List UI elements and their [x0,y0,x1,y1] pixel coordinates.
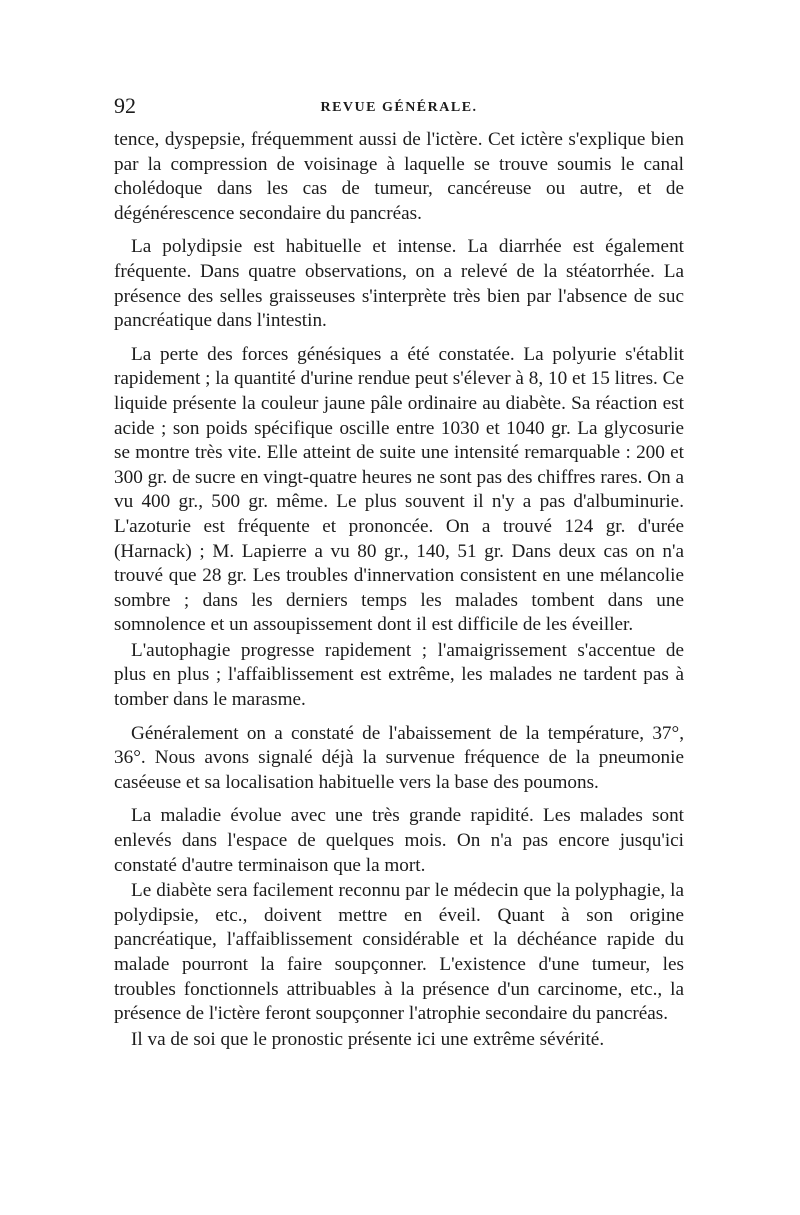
paragraph-evolution: La maladie évolue avec une très grande rapidité. Les malades sont enlevés dans l'espace de quelques mois. On n'a pas encore jusqu'ici constaté d'autre terminaison que la mort. [114,805,684,876]
paragraph-continuation: tence, dyspepsie, fréquemment aussi de l'ictère. Cet ictère s'explique bien par la compression de voisinage à laquelle se trouve soumis le canal cholédoque dans les cas de tumeur, cancéreuse ou autre, et de dégénérescence secondaire du pancréas. [114,129,684,224]
paragraph-diagnostic: Le diabète sera facilement reconnu par le médecin que la polyphagie, la polydipsie, etc., doivent mettre en éveil. Quant à son origine pancréatique, l'affaiblissement considérable et la déchéance rapide du malade pourront la faire soupçonner. L'existence d'une tumeur, les troubles fonctionnels attribuables à la présence d'un carcinome, etc., la présence de l'ictère feront soupçonner l'atrophie secondaire du pancréas. [114,880,684,1025]
paragraph-autophagie: L'autophagie progresse rapidement ; l'amaigrissement s'accentue de plus en plus ; l'affaiblissement est extrême, les malades ne tardent pas à tomber dans le marasme. [114,639,684,711]
paragraph-temperature: Généralement on a constaté de l'abaissement de la température, 37°, 36°. Nous avons signalé déjà la survenue fréquence de la pneumonie caséeuse et sa localisation habituelle vers la base des poumons. [114,722,684,793]
paragraph-pronostic: Il va de soi que le pronostic présente ici une extrême sévérité. [131,1028,605,1050]
page-number: 92 [114,93,136,118]
paragraph-polyurie: La perte des forces génésiques a été constatée. La polyurie s'établit rapidement ; la quantité d'urine rendue peut s'élever à 8, 10 et 15 litres. Ce liquide présente la couleur jaune pâle ordinaire au diabète. Sa réaction est acide ; son poids spécifique oscille entre 1030 et 1040 gr. La glycosurie se montre très vite. Elle atteint de suite une intensité remarquable : 200 et 300 gr. de sucre en vingt-quatre heures ne sont pas des chiffres rares. On a vu 400 gr., 500 gr. même. Le plus souvent il n'y a pas d'albuminurie. L'azoturie est fréquente et prononcée. On a trouvé 124 gr. d'urée (Harnack) ; M. Lapierre a vu 80 gr., 140, 51 gr. Dans deux cas on n'a trouvé que 28 gr. Les troubles d'innervation consistent en une mélancolie sombre ; dans les derniers temps les malades tombent dans une somnolence et un assoupissement dont il est difficile de les éveiller. [114,343,684,636]
running-head-title: REVUE GÉNÉRALE. [320,100,478,115]
running-head [114,92,684,122]
body-text [114,128,684,1061]
paragraph-polydipsie: La polydipsie est habituelle et intense. La diarrhée est également fréquente. Dans quatre observations, on a relevé de la stéatorrhée. La présence des selles graisseuses s'interprète très bien par l'absence de suc pancréatique dans l'intestin. [114,236,684,332]
